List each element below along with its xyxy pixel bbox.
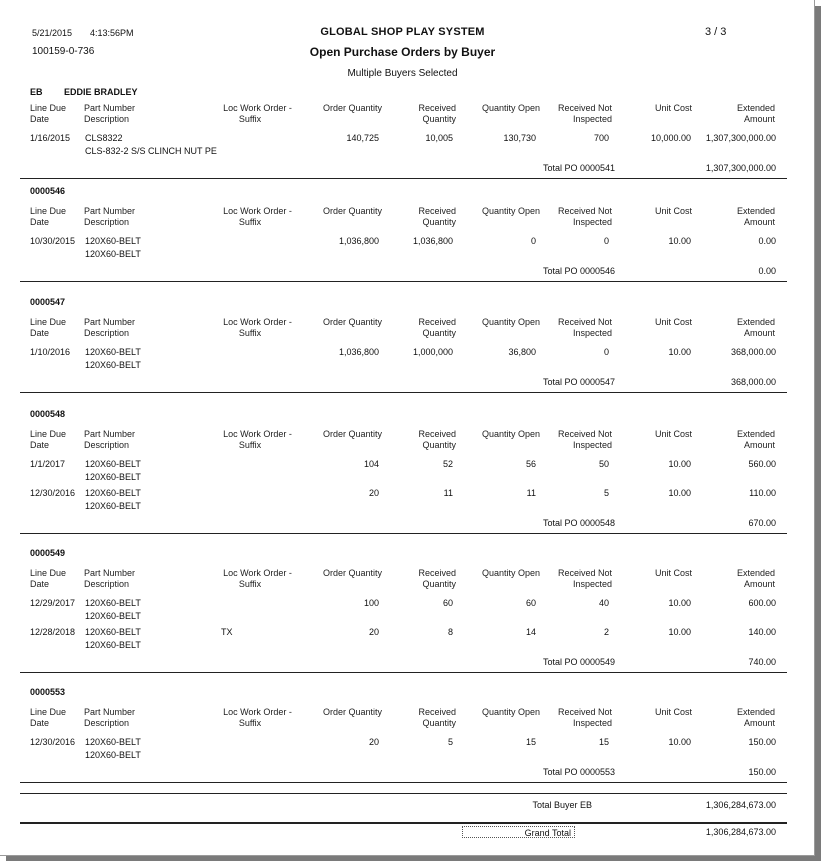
- col-line-due: Line Due: [30, 707, 67, 717]
- extended-amount: 150.00: [748, 737, 776, 747]
- col-received-quantity: Quantity: [422, 114, 456, 124]
- received-quantity: 10,005: [425, 133, 453, 143]
- col-received-not: Received Not: [557, 707, 612, 717]
- col-suffix: Suffix: [238, 217, 262, 227]
- po-total-label: Total PO 0000549: [542, 657, 615, 667]
- part-number: CLS8322: [85, 133, 123, 143]
- col-order-quantity: Order Quantity: [322, 317, 382, 327]
- line-due-date: 10/30/2015: [30, 236, 76, 246]
- part-number: 120X60-BELT: [85, 598, 141, 608]
- section-divider: [20, 281, 787, 282]
- col-line-due: Line Due: [30, 429, 67, 439]
- col-date: Date: [30, 328, 50, 338]
- col-inspected: Inspected: [572, 718, 612, 728]
- part-number: 120X60-BELT: [85, 627, 141, 637]
- received-not-inspected: 0: [603, 236, 609, 246]
- po-number: 0000548: [30, 409, 66, 419]
- col-order-quantity: Order Quantity: [322, 206, 382, 216]
- col-line-due: Line Due: [30, 103, 67, 113]
- quantity-open: 60: [525, 598, 536, 608]
- order-quantity: 1,036,800: [338, 347, 379, 357]
- line-due-date: 1/16/2015: [30, 133, 71, 143]
- col-description: Description: [84, 579, 130, 589]
- po-total-label: Total PO 0000548: [542, 518, 615, 528]
- unit-cost: 10.00: [668, 236, 691, 246]
- extended-amount: 140.00: [748, 627, 776, 637]
- extended-amount: 1,307,300,000.00: [705, 133, 776, 143]
- total-buyer-label: Total Buyer EB: [532, 800, 592, 810]
- col-amount: Amount: [743, 579, 775, 589]
- unit-cost: 10,000.00: [650, 133, 691, 143]
- extended-amount: 560.00: [748, 459, 776, 469]
- col-amount: Amount: [743, 217, 775, 227]
- part-description: 120X60-BELT: [85, 501, 141, 511]
- po-total-value: 740.00: [748, 657, 776, 667]
- quantity-open: 11: [526, 488, 536, 498]
- buyer-code: EB: [30, 87, 43, 97]
- col-extended: Extended: [736, 568, 775, 578]
- received-quantity: 5: [447, 737, 453, 747]
- po-number: 0000549: [30, 548, 66, 558]
- col-order-quantity: Order Quantity: [322, 103, 382, 113]
- col-date: Date: [30, 718, 50, 728]
- quantity-open: 15: [525, 737, 536, 747]
- col-received: Received: [418, 103, 456, 113]
- part-description: 120X60-BELT: [85, 750, 141, 760]
- received-quantity: 1,036,800: [412, 236, 453, 246]
- col-received-not: Received Not: [557, 429, 612, 439]
- part-description: 120X60-BELT: [85, 640, 141, 650]
- total-buyer-divider: [20, 793, 787, 794]
- quantity-open: 14: [525, 627, 536, 637]
- part-number: 120X60-BELT: [85, 488, 141, 498]
- col-unit-cost: Unit Cost: [654, 568, 692, 578]
- order-quantity: 20: [368, 488, 379, 498]
- part-description: 120X60-BELT: [85, 360, 141, 370]
- part-description: 120X60-BELT: [85, 611, 141, 621]
- line-due-date: 12/30/2016: [30, 737, 76, 747]
- col-description: Description: [84, 440, 130, 450]
- report-title: Open Purchase Orders by Buyer: [309, 45, 496, 59]
- order-quantity: 140,725: [346, 133, 379, 143]
- line-due-date: 12/29/2017: [30, 598, 76, 608]
- received-not-inspected: 2: [603, 627, 609, 637]
- grand-total-label: Grand Total: [462, 826, 575, 838]
- quantity-open: 56: [525, 459, 536, 469]
- received-quantity: 1,000,000: [412, 347, 453, 357]
- col-extended: Extended: [736, 317, 775, 327]
- col-part-number: Part Number: [84, 429, 136, 439]
- received-quantity: 11: [443, 488, 453, 498]
- po-number: 0000546: [30, 186, 66, 196]
- line-due-date: 1/1/2017: [30, 459, 66, 469]
- received-not-inspected: 40: [598, 598, 609, 608]
- part-description: 120X60-BELT: [85, 249, 141, 259]
- part-number: 120X60-BELT: [85, 236, 141, 246]
- page-number: 3 / 3: [705, 26, 727, 38]
- order-quantity: 100: [363, 598, 379, 608]
- line-due-date: 12/28/2018: [30, 627, 76, 637]
- col-inspected: Inspected: [572, 440, 612, 450]
- line-due-date: 1/10/2016: [30, 347, 71, 357]
- col-amount: Amount: [743, 114, 775, 124]
- order-quantity: 20: [368, 627, 379, 637]
- received-not-inspected: 700: [593, 133, 609, 143]
- unit-cost: 10.00: [668, 627, 691, 637]
- extended-amount: 600.00: [748, 598, 776, 608]
- report-date: 5/21/2015: [32, 28, 73, 38]
- col-received-not: Received Not: [557, 317, 612, 327]
- part-number: 120X60-BELT: [85, 347, 141, 357]
- col-line-due: Line Due: [30, 568, 67, 578]
- extended-amount: 368,000.00: [730, 347, 776, 357]
- col-inspected: Inspected: [572, 217, 612, 227]
- col-received-quantity: Quantity: [422, 440, 456, 450]
- system-name: GLOBAL SHOP PLAY SYSTEM: [320, 26, 485, 38]
- col-order-quantity: Order Quantity: [322, 707, 382, 717]
- col-order-quantity: Order Quantity: [322, 429, 382, 439]
- po-total-value: 368,000.00: [730, 377, 776, 387]
- section-divider: [20, 672, 787, 673]
- po-number: 0000553: [30, 687, 66, 697]
- col-part-number: Part Number: [84, 206, 136, 216]
- grand-total-value: 1,306,284,673.00: [705, 827, 776, 837]
- col-line-due: Line Due: [30, 206, 67, 216]
- col-received: Received: [418, 206, 456, 216]
- col-suffix: Suffix: [238, 440, 262, 450]
- col-amount: Amount: [743, 718, 775, 728]
- col-description: Description: [84, 114, 130, 124]
- part-description: 120X60-BELT: [85, 472, 141, 482]
- buyer-name: EDDIE BRADLEY: [64, 87, 138, 97]
- col-received: Received: [418, 317, 456, 327]
- col-quantity-open: Quantity Open: [481, 429, 540, 439]
- po-total-label: Total PO 0000547: [542, 377, 615, 387]
- unit-cost: 10.00: [668, 488, 691, 498]
- col-unit-cost: Unit Cost: [654, 103, 692, 113]
- section-divider: [20, 782, 787, 783]
- col-quantity-open: Quantity Open: [481, 568, 540, 578]
- extended-amount: 0.00: [758, 236, 776, 246]
- col-date: Date: [30, 217, 50, 227]
- col-extended: Extended: [736, 707, 775, 717]
- location: TX: [221, 627, 233, 637]
- col-suffix: Suffix: [238, 114, 262, 124]
- col-received-quantity: Quantity: [422, 217, 456, 227]
- col-date: Date: [30, 440, 50, 450]
- col-received-not: Received Not: [557, 568, 612, 578]
- col-inspected: Inspected: [572, 114, 612, 124]
- col-unit-cost: Unit Cost: [654, 707, 692, 717]
- po-total-value: 150.00: [748, 767, 776, 777]
- report-time: 4:13:56PM: [90, 28, 134, 38]
- part-number: 120X60-BELT: [85, 459, 141, 469]
- received-quantity: 52: [442, 459, 453, 469]
- col-amount: Amount: [743, 328, 775, 338]
- col-order-quantity: Order Quantity: [322, 568, 382, 578]
- col-part-number: Part Number: [84, 568, 136, 578]
- col-date: Date: [30, 114, 50, 124]
- col-suffix: Suffix: [238, 328, 262, 338]
- received-not-inspected: 0: [603, 347, 609, 357]
- col-loc-work-order: Loc Work Order -: [223, 568, 292, 578]
- report-subtitle: Multiple Buyers Selected: [347, 68, 458, 79]
- part-description: CLS-832-2 S/S CLINCH NUT PE: [85, 146, 217, 156]
- col-description: Description: [84, 217, 130, 227]
- unit-cost: 10.00: [668, 459, 691, 469]
- col-unit-cost: Unit Cost: [654, 429, 692, 439]
- order-quantity: 1,036,800: [338, 236, 379, 246]
- section-divider: [20, 392, 787, 393]
- col-line-due: Line Due: [30, 317, 67, 327]
- section-divider: [20, 178, 787, 179]
- po-total-label: Total PO 0000541: [542, 163, 615, 173]
- col-inspected: Inspected: [572, 579, 612, 589]
- col-inspected: Inspected: [572, 328, 612, 338]
- section-divider: [20, 533, 787, 534]
- part-number: 120X60-BELT: [85, 737, 141, 747]
- col-loc-work-order: Loc Work Order -: [223, 317, 292, 327]
- quantity-open: 36,800: [508, 347, 536, 357]
- col-loc-work-order: Loc Work Order -: [223, 429, 292, 439]
- col-unit-cost: Unit Cost: [654, 206, 692, 216]
- col-part-number: Part Number: [84, 707, 136, 717]
- col-unit-cost: Unit Cost: [654, 317, 692, 327]
- po-total-label: Total PO 0000546: [542, 266, 615, 276]
- received-not-inspected: 5: [603, 488, 609, 498]
- order-quantity: 104: [363, 459, 379, 469]
- col-received-not: Received Not: [557, 206, 612, 216]
- unit-cost: 10.00: [668, 737, 691, 747]
- col-amount: Amount: [743, 440, 775, 450]
- col-quantity-open: Quantity Open: [481, 707, 540, 717]
- col-suffix: Suffix: [238, 579, 262, 589]
- col-received-quantity: Quantity: [422, 328, 456, 338]
- unit-cost: 10.00: [668, 347, 691, 357]
- col-date: Date: [30, 579, 50, 589]
- extended-amount: 110.00: [749, 488, 776, 498]
- order-quantity: 20: [368, 737, 379, 747]
- col-quantity-open: Quantity Open: [481, 206, 540, 216]
- col-quantity-open: Quantity Open: [481, 317, 540, 327]
- col-description: Description: [84, 718, 130, 728]
- col-received-quantity: Quantity: [422, 579, 456, 589]
- quantity-open: 130,730: [503, 133, 536, 143]
- col-loc-work-order: Loc Work Order -: [223, 103, 292, 113]
- col-part-number: Part Number: [84, 103, 136, 113]
- po-total-label: Total PO 0000553: [542, 767, 615, 777]
- po-total-value: 0.00: [758, 266, 776, 276]
- quantity-open: 0: [530, 236, 536, 246]
- col-description: Description: [84, 328, 130, 338]
- col-extended: Extended: [736, 103, 775, 113]
- col-received: Received: [418, 707, 456, 717]
- line-due-date: 12/30/2016: [30, 488, 76, 498]
- received-quantity: 8: [447, 627, 453, 637]
- col-part-number: Part Number: [84, 317, 136, 327]
- report-id: 100159-0-736: [32, 46, 95, 57]
- col-received: Received: [418, 568, 456, 578]
- col-extended: Extended: [736, 429, 775, 439]
- received-not-inspected: 50: [598, 459, 609, 469]
- col-received-not: Received Not: [557, 103, 612, 113]
- col-received: Received: [418, 429, 456, 439]
- col-loc-work-order: Loc Work Order -: [223, 206, 292, 216]
- col-received-quantity: Quantity: [422, 718, 456, 728]
- total-buyer-value: 1,306,284,673.00: [705, 800, 776, 810]
- po-number: 0000547: [30, 297, 66, 307]
- received-quantity: 60: [442, 598, 453, 608]
- grand-total-divider: [20, 822, 787, 824]
- col-extended: Extended: [736, 206, 775, 216]
- received-not-inspected: 15: [598, 737, 609, 747]
- col-suffix: Suffix: [238, 718, 262, 728]
- po-total-value: 670.00: [748, 518, 776, 528]
- col-quantity-open: Quantity Open: [481, 103, 540, 113]
- po-total-value: 1,307,300,000.00: [705, 163, 776, 173]
- col-loc-work-order: Loc Work Order -: [223, 707, 292, 717]
- unit-cost: 10.00: [668, 598, 691, 608]
